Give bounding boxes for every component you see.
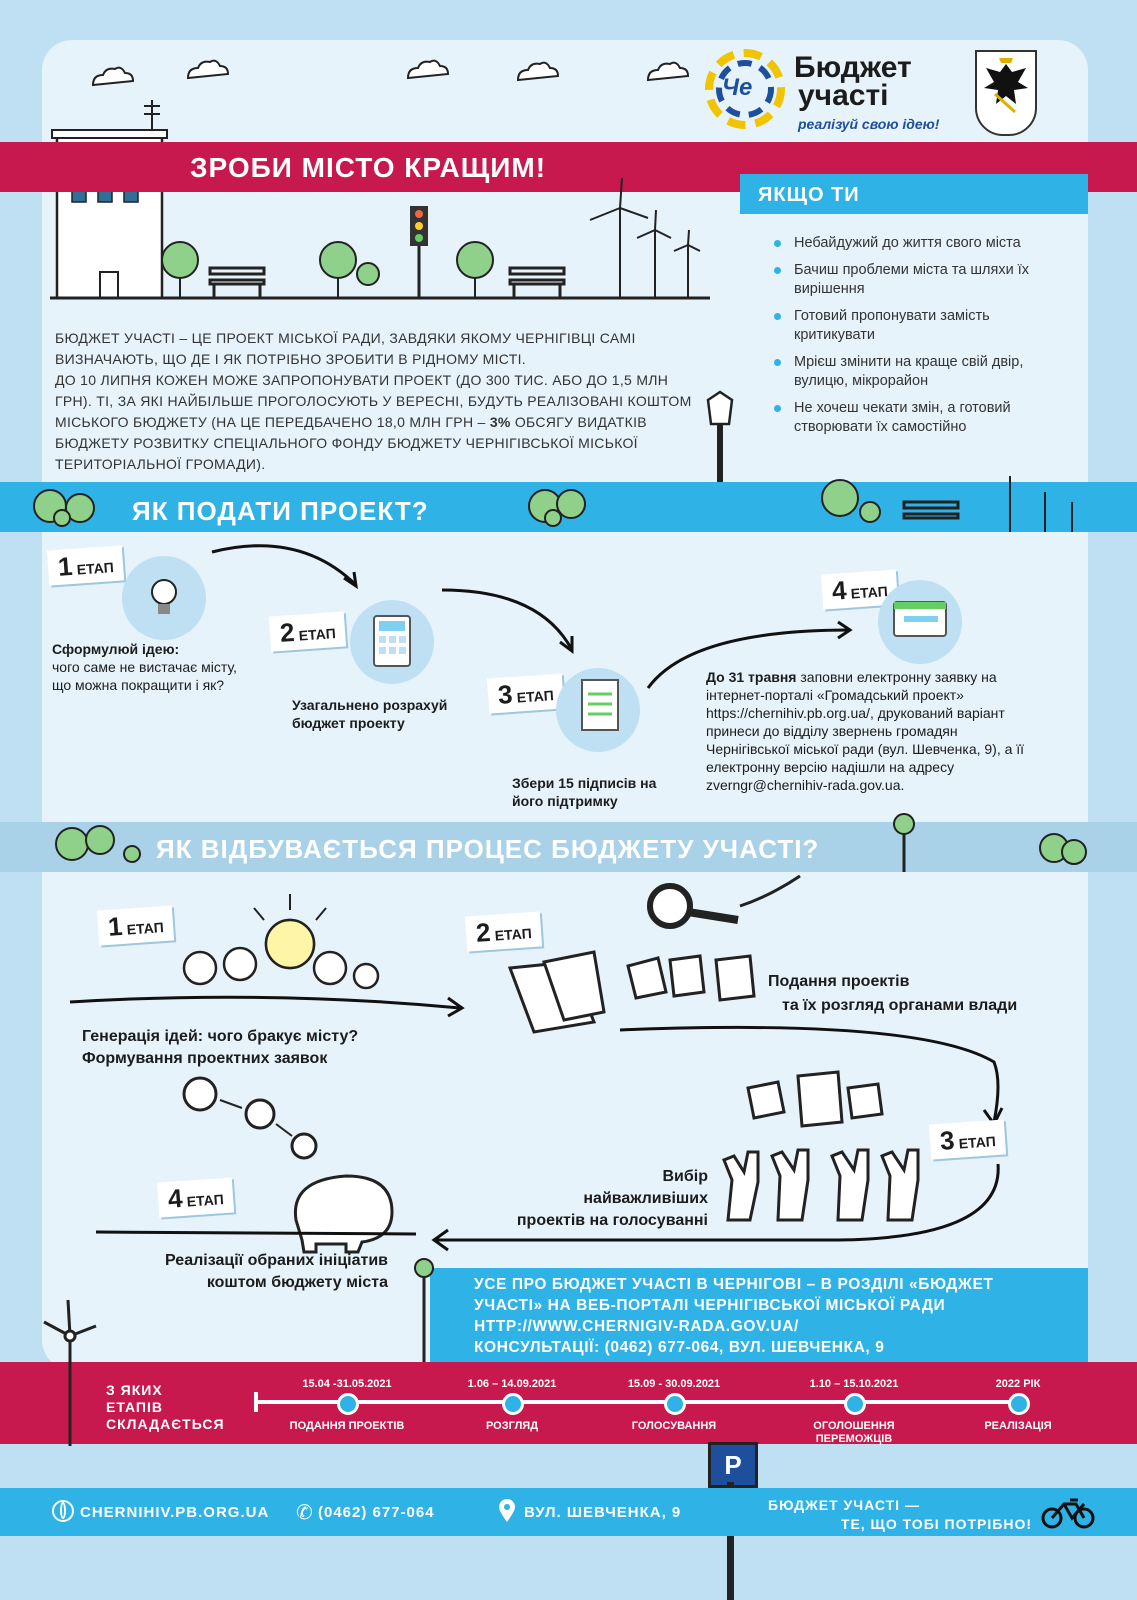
timeline-name: РОЗГЛЯД	[485, 1420, 539, 1432]
bicycle-icon	[1040, 1496, 1096, 1530]
list-item: Небайдужий до життя свого міста	[774, 234, 1074, 253]
submit-stage-3-text: Збери 15 підписів на його підтримку	[512, 775, 657, 809]
process-stage-2-tag: 2 ЕТАП	[465, 911, 543, 951]
timeline-date: 1.10 – 15.10.2021	[809, 1378, 899, 1390]
timeline-line	[258, 1400, 1020, 1404]
timeline-point	[337, 1393, 359, 1415]
timeline-point	[844, 1393, 866, 1415]
trees-decoration	[52, 822, 142, 870]
trees-decoration	[1034, 830, 1094, 870]
process-arrow-3	[420, 1160, 1010, 1250]
timeline-name: ГОЛОСУВАННЯ	[631, 1420, 717, 1432]
process-title: ЯК ВІДБУВАЄТЬСЯ ПРОЦЕС БЮДЖЕТУ УЧАСТІ?	[156, 834, 820, 864]
timeline-point	[664, 1393, 686, 1415]
hero-title: ЗРОБИ МІСТО КРАЩИМ!	[190, 152, 547, 183]
timeline-name: ОГОЛОШЕННЯ ПЕРЕМОЖЦІВ	[813, 1420, 895, 1445]
globe-icon	[52, 1500, 74, 1522]
submit-stage-4-text: До 31 травня заповни електронну заявку на інтернет-порталі «Громадський проект» https://chernihiv.pb.org.ua/, друкований варіант принеси до відділу звернень громадян Чернігівської міської ради (вул. Шевченка, 9), а її електронну версію надішли на адресу zverngr@chernihiv-rada.gov.ua.	[706, 669, 1025, 793]
location-pin-icon	[498, 1498, 516, 1524]
footer-address: ВУЛ. ШЕВЧЕНКА, 9	[524, 1504, 682, 1521]
intro-text: БЮДЖЕТ УЧАСТІ – ЦЕ ПРОЕКТ МІСЬКОЇ РАДИ, ЗАВДЯКИ ЯКОМУ ЧЕРНІГІВЦІ САМІ ВИЗНАЧАЮТЬ, ЩО ДЕ І ЯК ПОТРІБНО ЗРОБИТИ В РІДНОМУ МІСТІ. ДО 10 ЛИПНЯ КОЖЕН МОЖЕ ЗАПРОПОНУВАТИ ПРОЕКТ (ДО 300 ТИС. АБО ДО 1,5 МЛН ГРН). ТІ, ЗА ЯКІ НАЙБІЛЬШЕ ПРОГОЛОСУЮТЬ У ВЕРЕСНІ, БУДУТЬ РЕАЛІЗОВАНІ КОШТОМ МІСЬКОГО БЮДЖЕТУ (НА ЦЕ ПЕРЕДБАЧЕНО 18,0 МЛН ГРН – 3% ОБСЯГУ ВИДАТКІВ БЮДЖЕТУ РОЗВИТКУ СПЕЦІАЛЬНОГО ФОНДУ БЮДЖЕТУ ЧЕРНІГІВСЬКОЇ МІСЬКОЇ ТЕРИТОРІАЛЬНОЇ ГРОМАДИ).	[55, 330, 692, 472]
process-stage-3-text: Вибір найважливіших проектів на голосуванні	[516, 1168, 708, 1229]
wind-turbine-icon	[40, 1296, 100, 1446]
info-text: УСЕ ПРО БЮДЖЕТ УЧАСТІ В ЧЕРНІГОВІ – В РОЗДІЛІ «БЮДЖЕТ УЧАСТІ» НА ВЕБ-ПОРТАЛІ ЧЕРНІГІВСЬКОЇ МІСЬКОЇ РАДИ HTTP://WWW.CHERNIGIV-RADA.GOV.UA/ КОНСУЛЬТАЦІЇ: (0462) 677-064, ВУЛ. ШЕВЧЕНКА, 9	[474, 1276, 994, 1356]
trees-decoration	[525, 486, 595, 530]
process-stage-3-tag: 3 ЕТАП	[929, 1119, 1007, 1159]
list-item: Не хочеш чекати змін, а готовий створювати їх самостійно	[774, 399, 1074, 437]
footer-website[interactable]: CHERNIHIV.PB.ORG.UA	[80, 1504, 270, 1521]
submit-stage-1-text: Сформулюй ідею: чого саме не вистачає місту, що можна покращити і як?	[52, 641, 237, 693]
submit-flow-arrows	[0, 530, 1137, 700]
park-decoration	[820, 476, 1080, 534]
submit-stage-4-tag: 4 ЕТАП	[821, 569, 899, 609]
street-illustration	[150, 190, 720, 302]
list-item: Мрієш змінити на краще свій двір, вулицю, мікрорайон	[774, 353, 1074, 391]
submit-title: ЯК ПОДАТИ ПРОЕКТ?	[132, 496, 429, 526]
process-stage-4-tag: 4 ЕТАП	[157, 1177, 235, 1217]
timeline-point	[502, 1393, 524, 1415]
process-stage-4-text: Реалізації обраних ініціатив коштом бюджету міста	[165, 1252, 388, 1291]
phone-icon: ✆	[296, 1502, 313, 1524]
process-stage-1-tag: 1 ЕТАП	[97, 905, 175, 945]
submit-stage-3-tag: 3 ЕТАП	[487, 673, 565, 713]
timeline-name: РЕАЛІЗАЦІЯ	[984, 1420, 1052, 1432]
process-stage-1-text: Генерація ідей: чого бракує місту? Формування проектних заявок	[82, 1028, 359, 1067]
timeline-date: 15.04 -31.05.2021	[302, 1378, 392, 1390]
logo-slogan: реалізуй свою ідею!	[798, 116, 940, 132]
trees-decoration	[32, 488, 132, 530]
clouds-decoration	[88, 60, 728, 100]
timeline-date: 2022 РІК	[995, 1378, 1041, 1390]
ifyou-title: ЯКЩО ТИ	[758, 184, 860, 206]
process-arrow-1	[70, 990, 480, 1020]
timeline-point	[1008, 1393, 1030, 1415]
process-stage-2-text: Подання проектів та їх розгляд органами влади	[768, 973, 1018, 1014]
submit-stage-2-text: Узагальнено розрахуй бюджет проекту	[292, 697, 448, 731]
list-item: Готовий пропонувати замість критикувати	[774, 307, 1074, 345]
submit-stage-2-tag: 2 ЕТАП	[269, 611, 347, 651]
logo-title: Бюджет участі	[794, 51, 912, 112]
coins-piggy-bank-illustration	[176, 1070, 396, 1240]
list-item: Бачиш проблеми міста та шляхи їх вирішення	[774, 261, 1074, 299]
parking-sign-icon: P	[708, 1442, 758, 1488]
ifyou-list	[774, 234, 1074, 445]
submit-stage-1-tag: 1 ЕТАП	[47, 545, 125, 585]
process-line-4	[96, 1228, 426, 1238]
footer-slogan: БЮДЖЕТ УЧАСТІ — ТЕ, ЩО ТОБІ ПОТРІБНО!	[768, 1497, 1032, 1532]
logo-mark: Че	[700, 44, 790, 134]
lamp-post-icon	[410, 1256, 440, 1366]
lamp-post-icon	[890, 812, 930, 872]
timeline-label: З ЯКИХ ЕТАПІВ СКЛАДАЄТЬСЯ	[106, 1382, 225, 1432]
footer-phone: (0462) 677-064	[318, 1504, 435, 1521]
timeline-start-tick	[254, 1392, 258, 1412]
timeline-name: ПОДАННЯ ПРОЕКТІВ	[289, 1420, 405, 1432]
timeline-date: 1.06 – 14.09.2021	[467, 1378, 557, 1390]
coat-of-arms-icon	[975, 50, 1037, 136]
timeline-date: 15.09 - 30.09.2021	[627, 1378, 721, 1390]
